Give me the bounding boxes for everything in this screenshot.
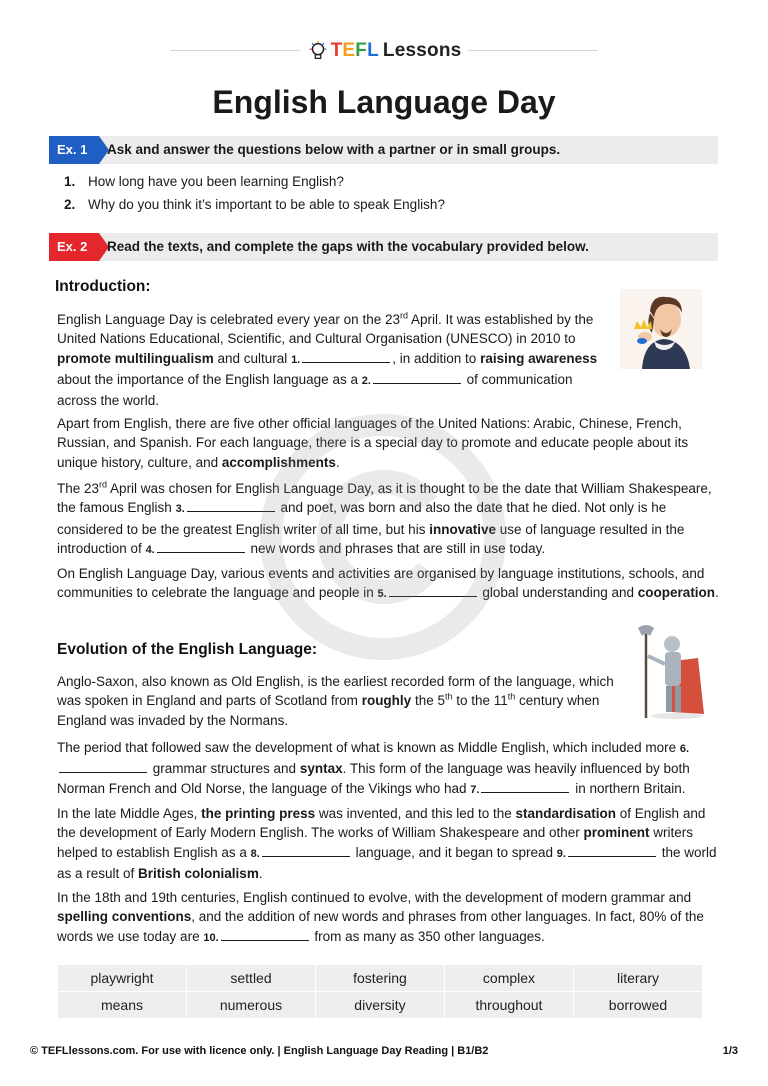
- gap-7-input[interactable]: [481, 781, 569, 793]
- shakespeare-illustration: [620, 289, 702, 369]
- vocab-word: borrowed: [573, 992, 702, 1019]
- gap-3-input[interactable]: [187, 500, 275, 512]
- introduction-heading: Introduction:: [55, 278, 151, 295]
- gap-4-input[interactable]: [157, 541, 245, 553]
- gap-2-input[interactable]: [373, 372, 461, 384]
- knight-illustration: [632, 622, 714, 720]
- question-text: How long have you been learning English?: [88, 174, 344, 189]
- intro-paragraph-4: On English Language Day, various events and activities are organised by language institutions, schools, and communities to celebrate the language and people in 5. global understanding and cooperation.: [57, 566, 719, 601]
- exercise-1-instruction: Ask and answer the questions below with a partner or in small groups.: [107, 142, 561, 157]
- question-text: Why do you think it’s important to be able to speak English?: [88, 197, 445, 212]
- evolution-heading: Evolution of the English Language:: [57, 641, 318, 658]
- divider-right: [468, 50, 598, 51]
- vocab-word: throughout: [444, 992, 573, 1019]
- question-item: [64, 197, 445, 220]
- vocab-word: literary: [573, 965, 702, 992]
- logo-letter: T: [330, 40, 343, 61]
- vocab-word: complex: [444, 965, 573, 992]
- evolution-paragraph-2: The period that followed saw the development of what is known as Middle English, which included more 6. grammar structures and syntax. This form of the language was heavily influenced by both Norman French and Old Norse, the language of the Vikings who had 7. in northern Britain.: [57, 740, 690, 796]
- exercise-2-instruction: Read the texts, and complete the gaps with the vocabulary provided below.: [107, 239, 589, 254]
- question-item: [64, 174, 445, 197]
- vocab-word: settled: [187, 965, 316, 992]
- question-number: 1.: [64, 174, 76, 189]
- gap-1-input[interactable]: [302, 351, 390, 363]
- logo-row: [170, 38, 598, 64]
- logo-letter: F: [355, 40, 368, 61]
- exercise-1-bar: [49, 136, 718, 164]
- logo-text-tefl: [331, 40, 379, 62]
- exercise-2-bar: [49, 233, 718, 261]
- gap-5-input[interactable]: [389, 585, 477, 597]
- gap-10-input[interactable]: [221, 929, 309, 941]
- logo-letter: L: [367, 40, 379, 61]
- question-list: [64, 174, 445, 220]
- question-number: 2.: [64, 197, 76, 212]
- tefl-lessons-logo: [306, 38, 462, 64]
- divider-left: [170, 50, 300, 51]
- gap-6-input[interactable]: [59, 761, 147, 773]
- page-number: 1/3: [722, 1045, 738, 1057]
- vocab-word: means: [58, 992, 187, 1019]
- intro-paragraph-2: Apart from English, there are five other official languages of the United Nations: Arabic, Chinese, French, Russian, and Spanish. For each language, there is a special day to promote and educate people about its unique history, culture, and accomplishments.: [57, 416, 689, 470]
- gap-8-input[interactable]: [262, 845, 350, 857]
- page-title: English Language Day: [212, 84, 556, 120]
- evolution-paragraph-1: Anglo-Saxon, also known as Old English, is the earliest recorded form of the language, which was spoken in England and parts of Scotland from roughly the 5th to the 11th century when England was invaded by the Normans.: [57, 674, 614, 728]
- lightbulb-icon: [307, 40, 329, 62]
- vocabulary-table: [57, 964, 703, 1019]
- logo-letter: E: [342, 40, 356, 61]
- vocab-word: fostering: [316, 965, 445, 992]
- exercise-2-tag: Ex. 2: [49, 233, 99, 261]
- vocab-word: playwright: [58, 965, 187, 992]
- vocab-word: numerous: [187, 992, 316, 1019]
- footer-text: © TEFLlessons.com. For use with licence only. | English Language Day Reading | B1/B2: [30, 1045, 489, 1057]
- exercise-1-tag: Ex. 1: [49, 136, 99, 164]
- intro-paragraph-3: The 23rd April was chosen for English Language Day, as it is thought to be the date that William Shakespeare, the famous English 3. and poet, was born and also the date that he died. Not only is he considered to be the greatest English writer of all time, but his innovative use of language resulted in the introduction of 4. new words and phrases that are still in use today.: [57, 479, 712, 556]
- logo-text-lessons: Lessons: [382, 40, 462, 61]
- table-row: [58, 965, 703, 992]
- intro-paragraph-1: English Language Day is celebrated every year on the 23rd April. It was established by the United Nations Educational, Scientific, and Cultural Organisation (UNESCO) in 2010 to promote multilingualism and cultural 1. , in addition to raising awareness about the importance of the English language as a 2. of communication across the world.: [57, 310, 598, 409]
- evolution-paragraph-4: In the 18th and 19th centuries, English continued to evolve, with the development of modern grammar and spelling conventions, and the addition of new words and phrases from other languages. In fact, 80% of the words we use today are 10. from as many as 350 other languages.: [57, 890, 704, 944]
- evolution-paragraph-3: In the late Middle Ages, the printing press was invented, and this led to the standardisation of English and the development of Early Modern English. The works of William Shakespeare and other prominent writers helped to establish English as a 8. language, and it began to spread 9. the world as a result of British colonialism.: [57, 806, 717, 881]
- gap-9-input[interactable]: [568, 845, 656, 857]
- table-row: [58, 992, 703, 1019]
- vocab-word: diversity: [316, 992, 445, 1019]
